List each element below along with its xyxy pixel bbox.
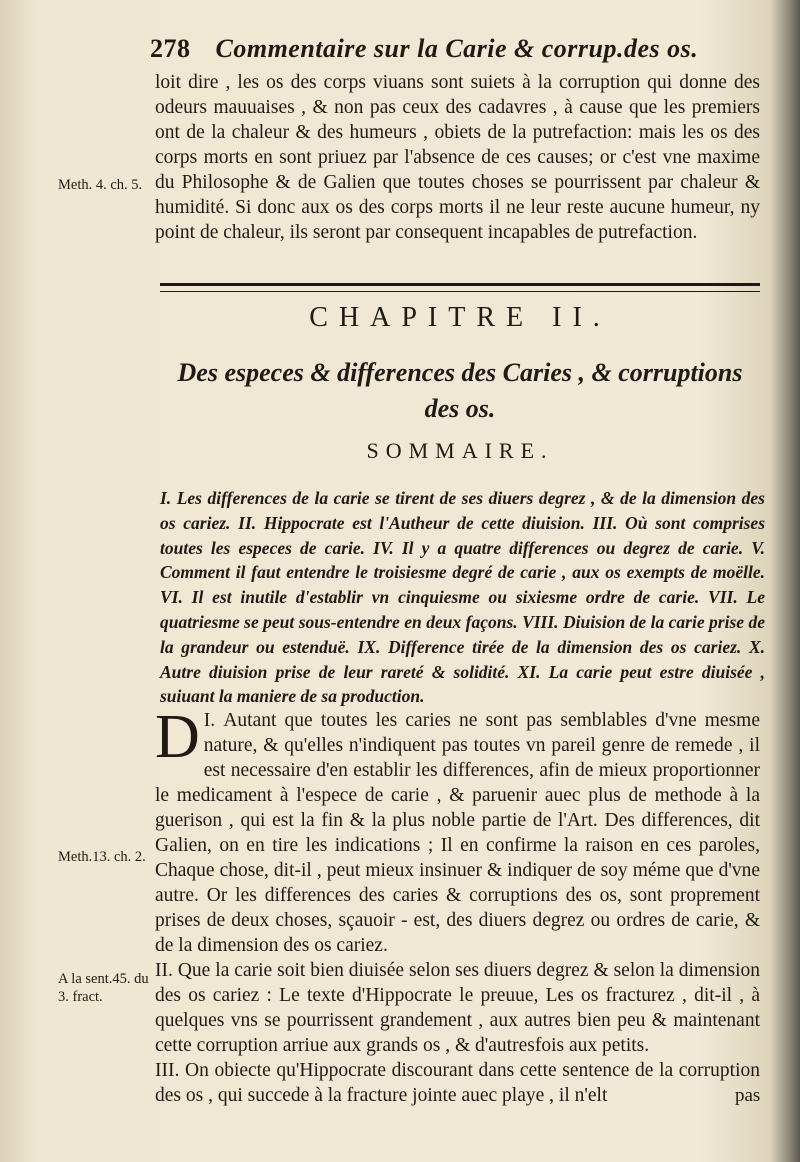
body-text-block — [155, 703, 760, 1108]
section-one-paragraph — [155, 703, 760, 958]
margin-note: Meth.13. ch. 2. — [58, 849, 146, 865]
ornamental-rule — [160, 283, 760, 292]
chapter-title: CHAPITRE II. — [309, 302, 611, 333]
catchword: pas — [735, 1085, 761, 1106]
drop-cap: D — [155, 703, 200, 771]
margin-note: A la sent.45. du 3. fract. — [58, 971, 149, 1005]
section-two-paragraph: II. Que la carie soit bien diuisée selon ses diuers degrez & selon la dimension des os cariez : Le texte d'Hippocrate le preuue, Les os fracturez , dit-il , à quelques vns se pourrissent grandement , aux autres bien peu & maintenant cette corruption arriue aux grands os , & d'autresfois aux petits. — [155, 960, 760, 1056]
section-one-text: Autant que toutes les caries ne sont pas semblables d'vne mesme nature, & qu'elles n'indiquent pas toutes vn pareil genre de remede , il est necessaire d'en establir les differences, afin de mieux proportionner le medicament à l'espece de carie , & paruenir auec plus de methode à la guerison , qui est la fin & la plus noble partie de l'Art. Des differences, dit Galien, on en tire les indications ; Il en confirme la raison en ces paroles, Chaque chose, dit-il , peut mieux insinuer & indiquer de soy méme que d'vne autre. Or les differences des caries & corruptions des os, sont proprement prises de deux choses, sçauoir - est, des diuers degrez ou ordres de carie, & de la dimension des os cariez. — [155, 710, 760, 956]
section-three-paragraph: III. On obiecte qu'Hippocrate discourant dans cette sentence de la corruption des os , qui succede à la fracture jointe auec playe , il n'elt — [155, 1060, 760, 1106]
running-header — [150, 34, 710, 64]
summary-text: I. Les differences de la carie se tirent de ses diuers degrez , & de la dimension des os cariez. II. Hippocrate est l'Autheur de cette diuision. III. Où sont comprises toutes les especes de carie. IV. Il y a quatre differences ou degrez de carie. V. Comment il faut entendre le troisiesme degré de carie , aux os exempts de moëlle. VI. Il est inutile d'establir vn cinquiesme ou sixiesme ordre de carie. VII. Le quatriesme se peut sous-entendre en deux façons. VIII. Diuision de la carie prise de la grandeur ou estenduë. IX. Difference tirée de la dimension des os cariez. X. Autre diuision prise de leur rareté & solidité. XI. La carie peut estre diuisée , suiuant la maniere de sa production. — [160, 488, 765, 707]
running-title: Commentaire sur la Carie & corrup.des os. — [215, 34, 699, 63]
section-number: I. — [203, 710, 216, 731]
margin-note: Meth. 4. ch. 5. — [58, 177, 143, 193]
page-number: 278 — [150, 34, 191, 63]
summary-heading: SOMMAIRE. — [366, 438, 554, 463]
chapter-subtitle: Des especes & differences des Caries , & corruptions des os. — [177, 358, 743, 423]
intro-paragraph: loit dire , les os des corps viuans sont suiets à la corruption qui donne des odeurs mauuaises , & non pas ceux des cadavres , à cause que les premiers ont de la chaleur & des humeurs , obiets de la putrefaction: mais les os des corps morts en sont priuez par l'absence de ces causes; or c'est vne maxime du Philosophe & de Galien que toutes choses se pourrissent par chaleur & humidité. Si donc aux os des corps morts il ne leur reste aucune humeur, ny point de chaleur, ils seront par consequent incapables de putrefaction. — [155, 72, 760, 243]
intro-paragraph-block — [155, 70, 760, 245]
